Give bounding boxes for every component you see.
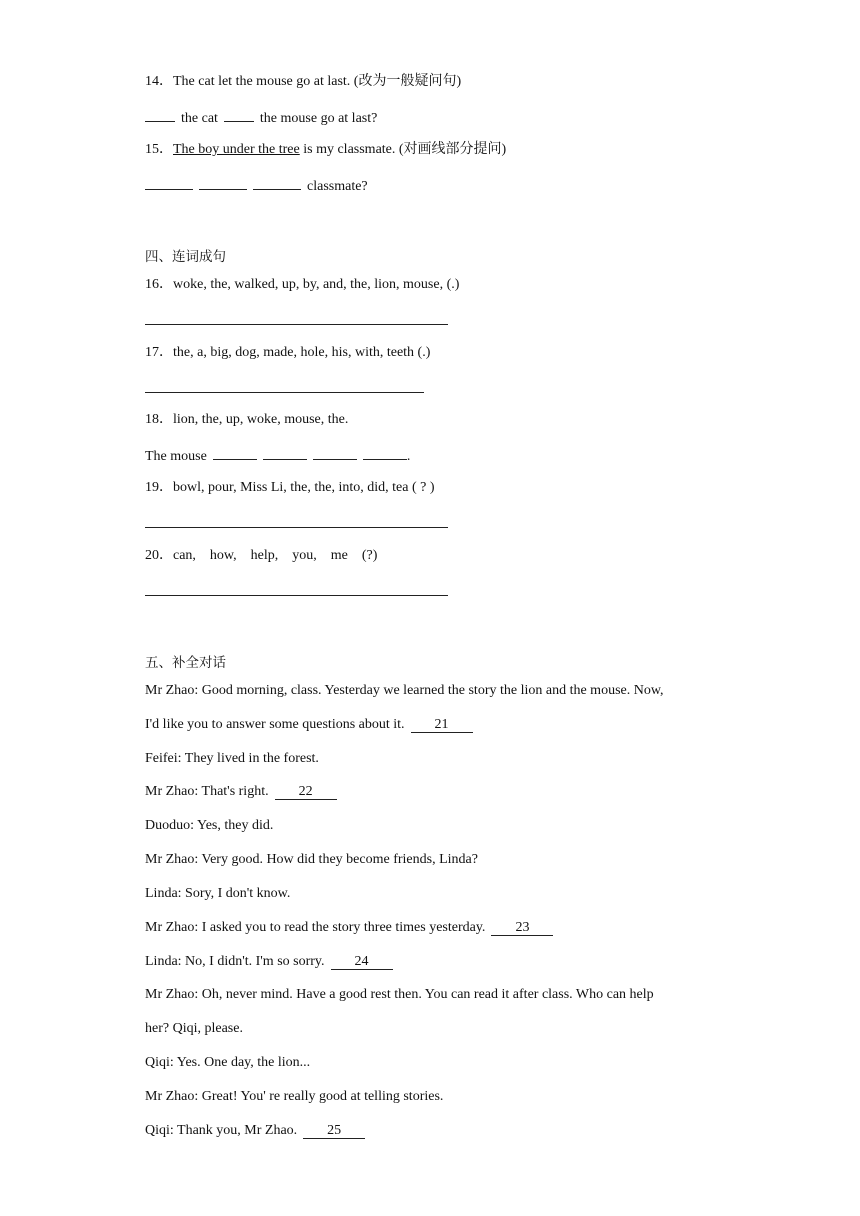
blank-24[interactable]: 24 (331, 954, 393, 970)
dialogue-line: her? Qiqi, please. (145, 1021, 243, 1036)
blank-25[interactable]: 25 (303, 1123, 365, 1139)
answer-blank[interactable] (145, 175, 193, 190)
question-18: 18．lion, the, up, woke, mouse, the. (145, 412, 349, 427)
answer-blank[interactable] (253, 175, 301, 190)
answer-text: classmate? (307, 179, 368, 194)
dialogue-line (145, 919, 553, 937)
question-18-answer-line (145, 445, 410, 466)
answer-text: the mouse go at last? (259, 111, 378, 126)
dialogue-text: Qiqi: Thank you, Mr Zhao. (145, 1123, 298, 1138)
question-14-answer-line (145, 107, 377, 128)
answer-blank[interactable] (263, 445, 307, 460)
answer-blank[interactable] (145, 107, 175, 122)
dialogue-line (145, 1122, 365, 1140)
answer-text: . (406, 449, 411, 464)
answer-blank[interactable] (199, 175, 247, 190)
answer-blank[interactable] (213, 445, 257, 460)
question-14: 14．The cat let the mouse go at last. (改为一般疑问句) (145, 74, 462, 89)
question-17: 17．the, a, big, dog, made, hole, his, with, teeth (.) (145, 345, 431, 360)
dialogue-line: Mr Zhao: Great! You' re really good at telling stories. (145, 1089, 444, 1104)
dialogue-line (145, 953, 393, 971)
blank-21[interactable]: 21 (411, 717, 473, 733)
dialogue-line: Qiqi: Yes. One day, the lion... (145, 1055, 311, 1070)
answer-text: The mouse (145, 449, 207, 464)
dialogue-line: Duoduo: Yes, they did. (145, 818, 274, 833)
dialogue-text: Mr Zhao: I asked you to read the story three times yesterday. (145, 920, 486, 935)
answer-line-16[interactable] (145, 324, 448, 325)
answer-line-17[interactable] (145, 392, 424, 393)
blank-23[interactable]: 23 (491, 920, 553, 936)
dialogue-line (145, 783, 337, 801)
question-text: is my classmate. (对画线部分提问) (299, 142, 507, 157)
question-15 (145, 141, 506, 159)
dialogue-line (145, 716, 473, 734)
answer-blank[interactable] (224, 107, 254, 122)
question-19: 19．bowl, pour, Miss Li, the, the, into, did, tea ( ? ) (145, 480, 435, 495)
dialogue-line: Mr Zhao: Very good. How did they become friends, Linda? (145, 852, 478, 867)
blank-22[interactable]: 22 (275, 784, 337, 800)
dialogue-text: Linda: No, I didn't. I'm so sorry. (145, 954, 325, 969)
dialogue-line: Feifei: They lived in the forest. (145, 751, 319, 766)
answer-text: the cat (181, 111, 218, 126)
answer-blank[interactable] (363, 445, 407, 460)
dialogue-text: I'd like you to answer some questions about it. (145, 717, 405, 732)
dialogue-text: Mr Zhao: That's right. (145, 784, 269, 799)
question-20: 20．can, how, help, you, me (?) (145, 548, 378, 563)
dialogue-line: Mr Zhao: Oh, never mind. Have a good rest then. You can read it after class. Who can help (145, 987, 654, 1002)
answer-line-20[interactable] (145, 595, 448, 596)
answer-blank[interactable] (313, 445, 357, 460)
section-4-heading: 四、连词成句 (145, 249, 226, 265)
question-16: 16．woke, the, walked, up, by, and, the, lion, mouse, (.) (145, 277, 460, 292)
underlined-phrase: The boy under the tree (173, 142, 300, 157)
dialogue-line: Mr Zhao: Good morning, class. Yesterday we learned the story the lion and the mouse. Now, (145, 683, 664, 698)
question-number: 15． (145, 142, 173, 157)
section-5-heading: 五、补全对话 (145, 655, 226, 671)
answer-line-19[interactable] (145, 527, 448, 528)
question-15-answer-line (145, 175, 368, 196)
dialogue-line: Linda: Sory, I don't know. (145, 886, 291, 901)
